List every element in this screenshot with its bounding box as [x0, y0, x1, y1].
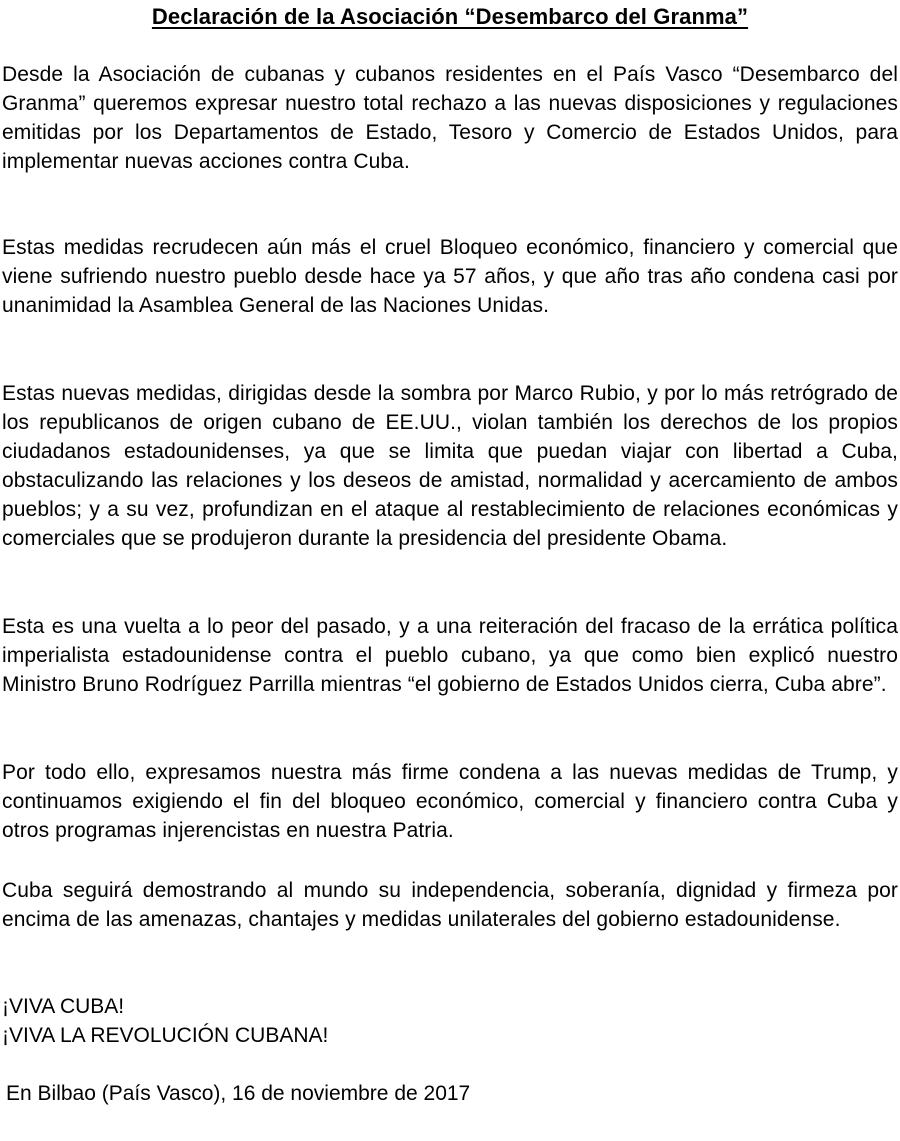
paragraph-blockade: Estas medidas recrudecen aún más el cruel Bloqueo económico, financiero y comercial que viene sufriendo nuestro pueblo desde hace ya 57 años, y que año tras año condena casi por unanimidad la Asamblea General de las Naciones Unidas. — [2, 236, 898, 317]
paragraph-condemnation: Por todo ello, expresamos nuestra más firme condena a las nuevas medidas de Trump, y continuamos exigiendo el fin del bloqueo económico, comercial y financiero contra Cuba y otros programas injerencistas en nuestra Patria. — [2, 761, 898, 842]
paragraph-sovereignty: Cuba seguirá demostrando al mundo su independencia, soberanía, dignidad y firmeza por encima de las amenazas, chantajes y medidas unilaterales del gobierno estadounidense. — [2, 879, 898, 931]
signoff-place-date: En Bilbao (País Vasco), 16 de noviembre de 2017 — [6, 1082, 471, 1105]
title-wrapper — [0, 0, 900, 30]
cheer-viva-cuba: ¡VIVA CUBA! — [2, 995, 125, 1018]
cheer-viva-revolucion: ¡VIVA LA REVOLUCIÓN CUBANA! — [2, 1024, 329, 1047]
paragraph-intro: Desde la Asociación de cubanas y cubanos residentes en el País Vasco “Desembarco del Granma” queremos expresar nuestro total rechazo a las nuevas disposiciones y regulaciones emitidas por los Departamentos de Estado, Tesoro y Comercio de Estados Unidos, para implementar nuevas acciones contra Cuba. — [2, 63, 898, 173]
paragraph-new-measures: Estas nuevas medidas, dirigidas desde la sombra por Marco Rubio, y por lo más retrógrado de los republicanos de origen cubano de EE.UU., violan también los derechos de los propios ciudadanos estadounidenses, ya que se limita que puedan viajar con libertad a Cuba, obstaculizando las relaciones y los deseos de amistad, normalidad y acercamiento de ambos pueblos; y a su vez, profundizan en el ataque al restablecimiento de relaciones económicas y comerciales que se produjeron durante la presidencia del presidente Obama. — [2, 382, 898, 550]
document-title: Declaración de la Asociación “Desembarco del Granma” — [151, 4, 749, 29]
paragraph-past: Esta es una vuelta a lo peor del pasado, y a una reiteración del fracaso de la errática política imperialista estadounidense contra el pueblo cubano, ya que como bien explicó nuestro Ministro Bruno Rodríguez Parrilla mientras “el gobierno de Estados Unidos cierra, Cuba abre”. — [2, 615, 898, 696]
